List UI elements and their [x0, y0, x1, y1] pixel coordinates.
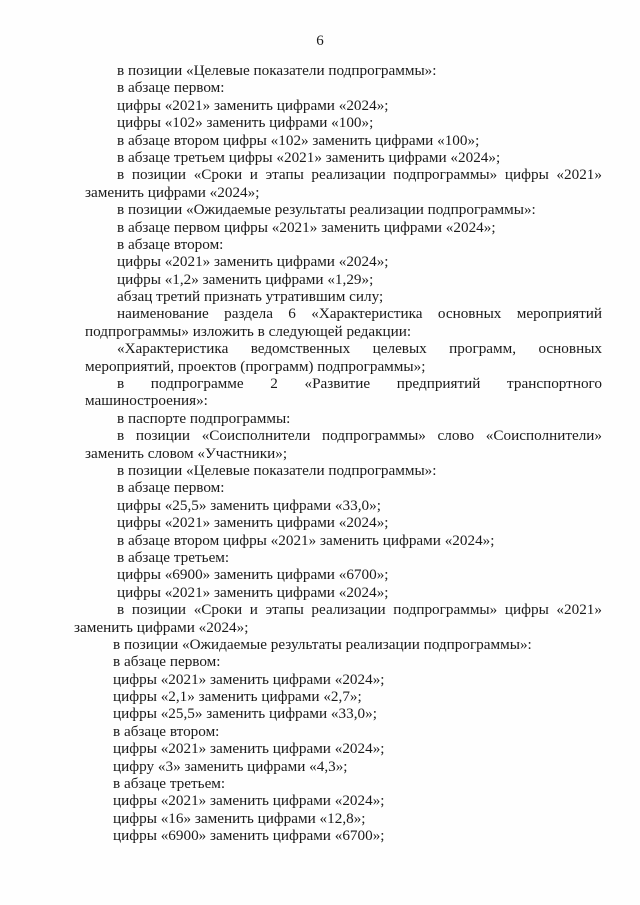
text-line: в абзаце третьем: — [117, 548, 230, 566]
text-line: цифры «25,5» заменить цифрами «33,0»; — [117, 496, 381, 514]
text-line: в абзаце первом: — [113, 653, 221, 671]
text-line: абзац третий признать утратившим силу; — [117, 288, 384, 306]
text-line: цифры «2021» заменить цифрами «2024»; — [117, 253, 389, 271]
text-line: цифры «6900» заменить цифрами «6700»; — [117, 566, 389, 584]
text-line: в абзаце третьем цифры «2021» заменить цифрами «2024»; — [117, 148, 501, 166]
text-line: цифры «2,1» заменить цифрами «2,7»; — [113, 688, 362, 706]
text-line: цифры «16» заменить цифрами «12,8»; — [113, 809, 366, 827]
text-line: цифры «6900» заменить цифрами «6700»; — [113, 827, 385, 845]
text-line: в подпрограмме 2 «Развитие предприятий транспортного — [117, 375, 602, 393]
text-line: подпрограммы» изложить в следующей редакции: — [85, 322, 412, 340]
text-line: в позиции «Ожидаемые результаты реализации подпрограммы»: — [113, 635, 532, 653]
text-line: в паспорте подпрограммы: — [117, 409, 291, 427]
text-line: в абзаце первом: — [117, 479, 225, 497]
text-line: «Характеристика ведомственных целевых программ, основных — [117, 340, 602, 358]
text-line: в позиции «Целевые показатели подпрограммы»: — [117, 461, 437, 479]
text-line: цифры «2021» заменить цифрами «2024»; — [113, 670, 385, 688]
text-line: в абзаце втором: — [113, 722, 220, 740]
document-body — [74, 62, 602, 845]
text-line: наименование раздела 6 «Характеристика основных мероприятий — [117, 305, 602, 323]
text-line: цифры «2021» заменить цифрами «2024»; — [117, 96, 389, 114]
text-line: цифры «2021» заменить цифрами «2024»; — [113, 792, 385, 810]
text-line: в позиции «Сроки и этапы реализации подпрограммы» цифры «2021» — [117, 601, 602, 619]
text-line: цифры «2021» заменить цифрами «2024»; — [117, 514, 389, 532]
text-line: в позиции «Сроки и этапы реализации подпрограммы» цифры «2021» — [117, 166, 602, 184]
text-line: цифры «1,2» заменить цифрами «1,29»; — [117, 270, 374, 288]
text-line: в абзаце первом: — [117, 79, 225, 97]
text-line: в абзаце первом цифры «2021» заменить цифрами «2024»; — [117, 218, 496, 236]
page-number: 6 — [316, 33, 324, 49]
text-line: в позиции «Ожидаемые результаты реализации подпрограммы»: — [117, 201, 536, 219]
text-line: в абзаце втором: — [117, 235, 224, 253]
text-line: в абзаце третьем: — [113, 775, 226, 793]
text-line: в абзаце втором цифры «102» заменить цифрами «100»; — [117, 131, 480, 149]
text-line: заменить цифрами «2024»; — [74, 618, 249, 636]
text-line: цифры «2021» заменить цифрами «2024»; — [113, 740, 385, 758]
text-line: цифру «3» заменить цифрами «4,3»; — [113, 757, 348, 775]
text-line: цифры «2021» заменить цифрами «2024»; — [117, 583, 389, 601]
text-line: заменить словом «Участники»; — [85, 444, 288, 462]
text-line: мероприятий, проектов (программ) подпрограммы»; — [85, 357, 426, 375]
text-line: машиностроения»: — [85, 392, 208, 410]
text-line: заменить цифрами «2024»; — [85, 183, 260, 201]
text-line: в абзаце втором цифры «2021» заменить цифрами «2024»; — [117, 531, 495, 549]
text-line: в позиции «Целевые показатели подпрограммы»: — [117, 62, 437, 79]
text-line: в позиции «Соисполнители подпрограммы» слово «Соисполнители» — [117, 427, 602, 445]
text-line: цифры «25,5» заменить цифрами «33,0»; — [113, 705, 377, 723]
text-line: цифры «102» заменить цифрами «100»; — [117, 114, 374, 132]
